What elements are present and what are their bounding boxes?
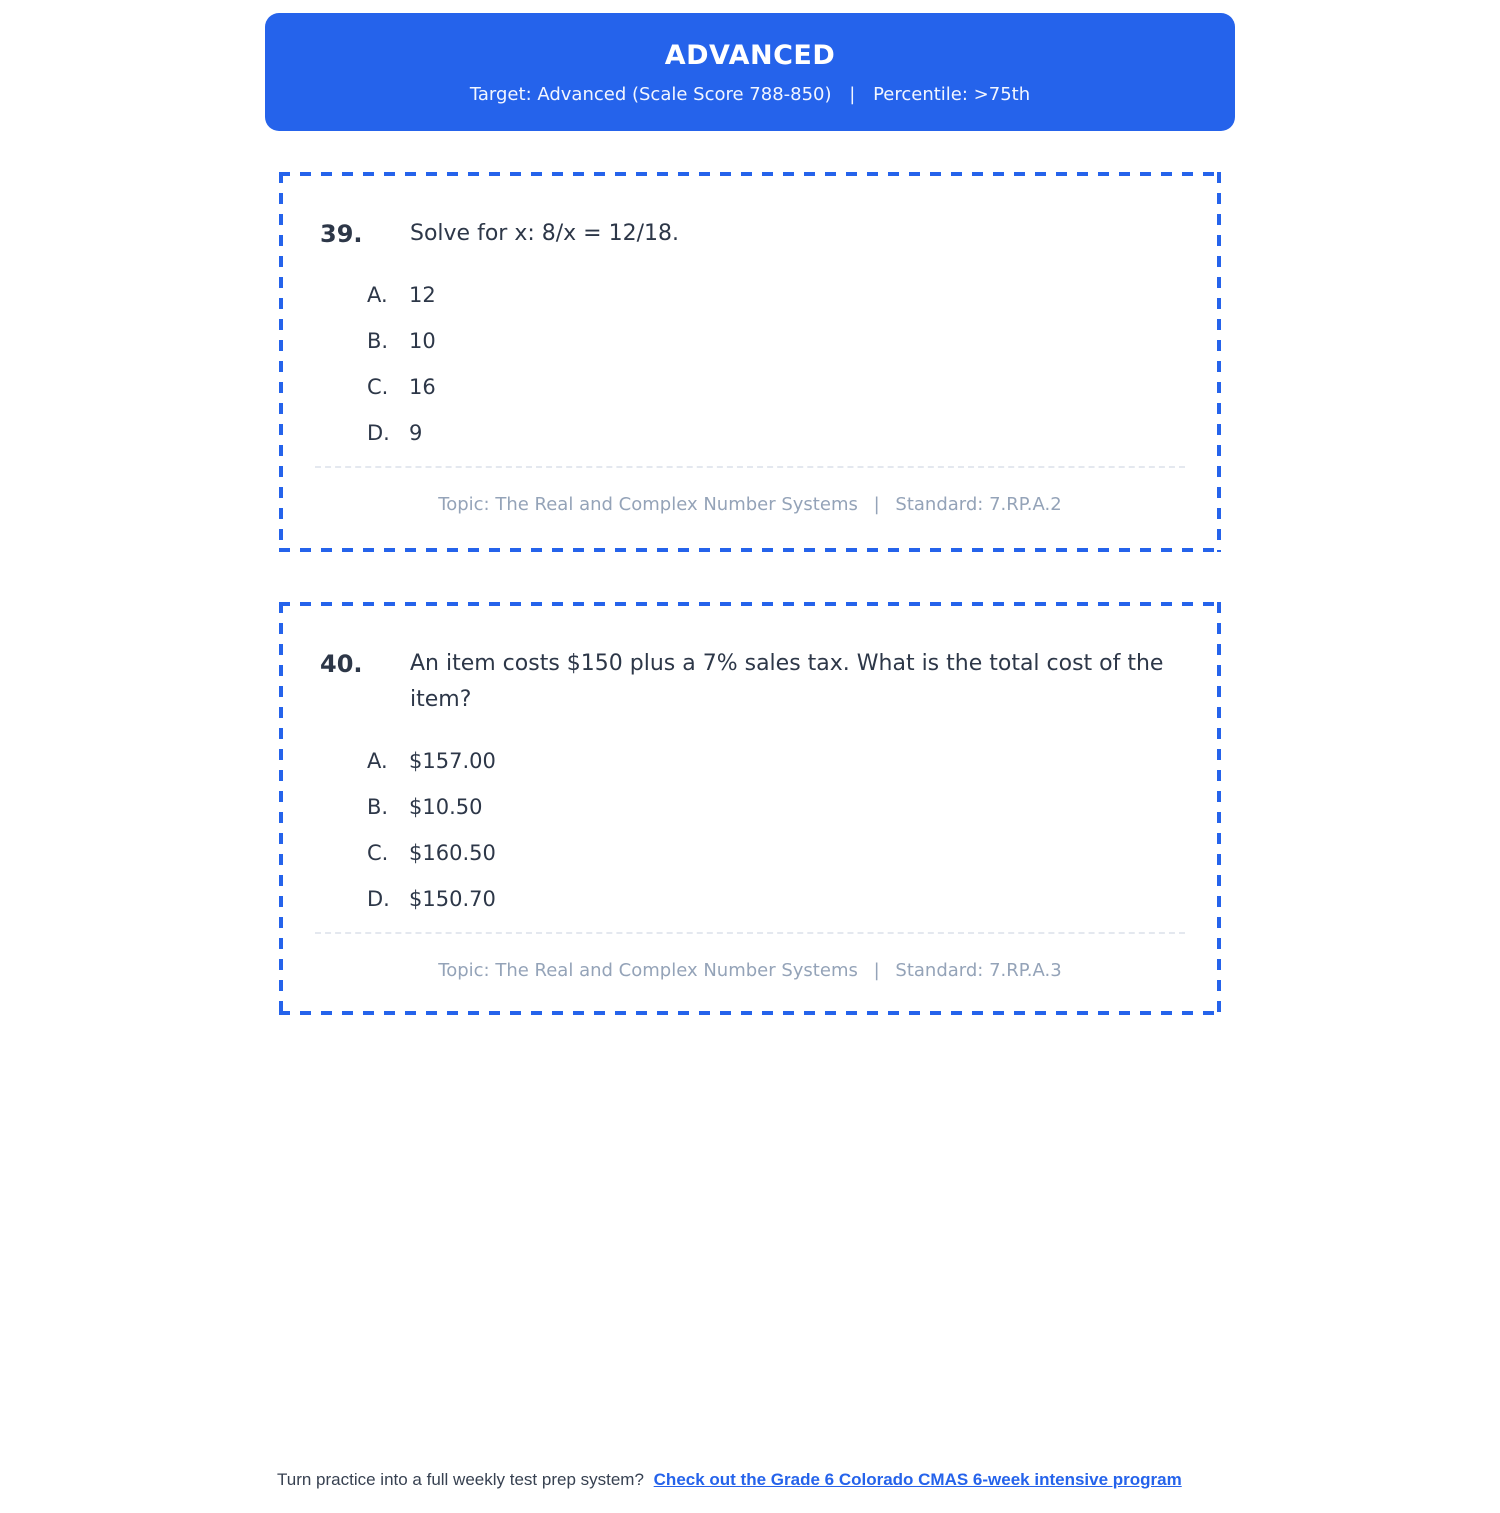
question-card-39 [279,172,1221,552]
question-card-40 [279,602,1221,1015]
standard-label: Standard: 7.RP.A.3 [895,960,1062,981]
question-text: An item costs $150 plus a 7% sales tax. What is the total cost of the item? [410,651,1164,712]
option-b [279,328,1221,354]
option-value: 16 [409,375,436,399]
standard-label: Standard: 7.RP.A.2 [895,494,1062,515]
options-list [279,748,1221,912]
footer-text: Turn practice into a full weekly test prep system? [277,1470,644,1489]
question-40-row [279,602,1221,718]
option-value: $10.50 [409,795,483,819]
option-value: 12 [409,283,436,307]
meta-separator: | [873,494,880,515]
banner-title: ADVANCED [664,40,836,71]
topic-label: Topic: The Real and Complex Number Systems [438,494,858,515]
question-meta [279,960,1221,981]
options-list [279,282,1221,446]
option-d [279,886,1221,912]
banner-percentile: Percentile: >75th [873,84,1031,105]
option-value: $160.50 [409,841,496,865]
option-a [279,282,1221,308]
option-letter: B. [367,329,389,353]
banner-subtitle [265,84,1235,105]
option-value: $157.00 [409,749,496,773]
option-letter: C. [367,375,389,399]
option-d [279,420,1221,446]
option-c [279,840,1221,866]
option-value: 10 [409,329,436,353]
option-letter: A. [367,283,388,307]
option-c [279,374,1221,400]
option-letter: A. [367,749,388,773]
option-value: 9 [409,421,423,445]
option-letter: B. [367,795,389,819]
page-footer [277,1470,1277,1490]
question-39-row [279,172,1221,252]
difficulty-banner [265,13,1235,131]
banner-target: Target: Advanced (Scale Score 788-850) [469,84,832,105]
meta-divider [315,932,1185,934]
option-letter: D. [367,421,390,445]
worksheet-page [265,13,1235,1015]
meta-divider [315,466,1185,468]
option-a [279,748,1221,774]
question-meta [279,494,1221,515]
question-number: 40. [320,650,363,678]
option-letter: C. [367,841,389,865]
meta-separator: | [873,960,880,981]
topic-label: Topic: The Real and Complex Number Systems [438,960,858,981]
option-letter: D. [367,887,390,911]
option-value: $150.70 [409,887,496,911]
option-b [279,794,1221,820]
banner-separator: | [849,84,856,105]
question-number: 39. [320,220,363,248]
question-text: Solve for x: 8/x = 12/18. [410,221,679,246]
footer-link[interactable]: Check out the Grade 6 Colorado CMAS 6-week intensive program [653,1470,1182,1489]
